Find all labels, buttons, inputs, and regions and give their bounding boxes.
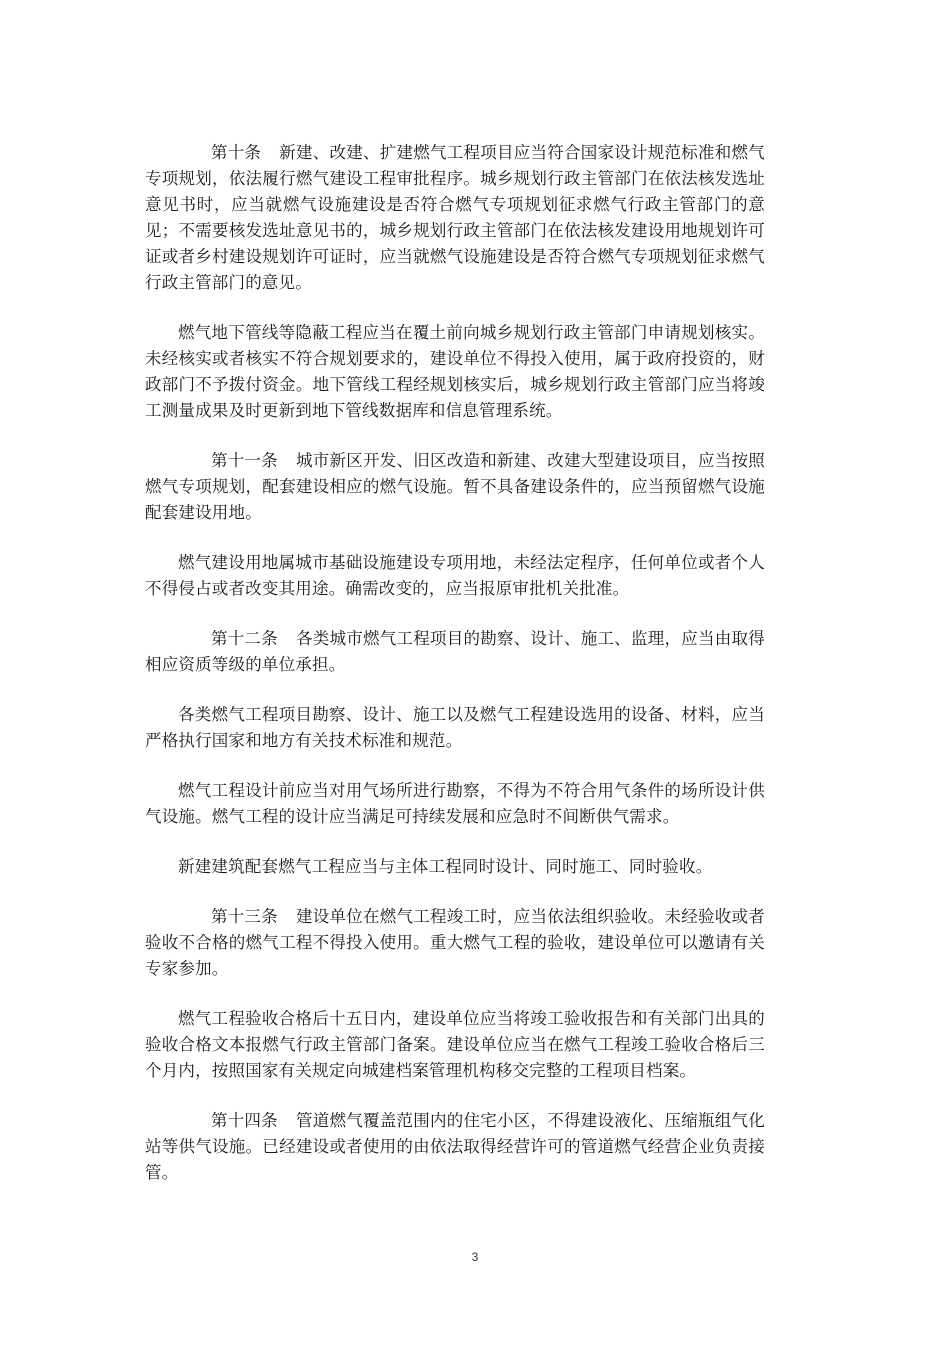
paragraph-article-14 bbox=[145, 1108, 765, 1186]
paragraph-text: 管道燃气覆盖范围内的住宅小区，不得建设液化、压缩瓶组气化站等供气设施。已经建设或者使用的由依法取得经营许可的管道燃气经营企业负责接管。 bbox=[145, 1111, 765, 1182]
paragraph-text: 燃气地下管线等隐蔽工程应当在覆土前向城乡规划行政主管部门申请规划核实。未经核实或者核实不符合规划要求的，建设单位不得投入使用，属于政府投资的，财政部门不予拨付资金。地下管线工程经规划核实后，城乡规划行政主管部门应当将竣工测量成果及时更新到地下管线数据库和信息管理系统。 bbox=[145, 323, 765, 420]
paragraph-article-10-part-2 bbox=[145, 320, 765, 424]
paragraph-article-11-part-2 bbox=[145, 550, 765, 602]
paragraph-text: 新建、改建、扩建燃气工程项目应当符合国家设计规范标准和燃气专项规划，依法履行燃气建设工程审批程序。城乡规划行政主管部门在依法核发选址意见书时，应当就燃气设施建设是否符合燃气专项规划征求燃气行政主管部门的意见；不需要核发选址意见书的，城乡规划行政主管部门在依法核发建设用地规划许可证或者乡村建设规划许可证时，应当就燃气设施建设是否符合燃气专项规划征求燃气行政主管部门的意见。 bbox=[145, 143, 765, 292]
paragraph-text: 各类燃气工程项目勘察、设计、施工以及燃气工程建设选用的设备、材料，应当严格执行国家和地方有关技术标准和规范。 bbox=[145, 705, 765, 750]
article-number: 第十三条 bbox=[211, 907, 278, 926]
paragraph-article-10 bbox=[145, 140, 765, 296]
paragraph-text: 燃气建设用地属城市基础设施建设专项用地，未经法定程序，任何单位或者个人不得侵占或者改变其用途。确需改变的，应当报原审批机关批准。 bbox=[145, 553, 765, 598]
article-number: 第十条 bbox=[211, 143, 262, 162]
paragraph-article-13 bbox=[145, 904, 765, 982]
paragraph-article-12-part-2 bbox=[145, 702, 765, 754]
paragraph-text: 各类城市燃气工程项目的勘察、设计、施工、监理，应当由取得相应资质等级的单位承担。 bbox=[145, 629, 765, 674]
article-number: 第十一条 bbox=[211, 451, 278, 470]
paragraph-article-12 bbox=[145, 626, 765, 678]
paragraph-article-11 bbox=[145, 448, 765, 526]
paragraph-article-13-part-2 bbox=[145, 1006, 765, 1084]
paragraph-text: 新建建筑配套燃气工程应当与主体工程同时设计、同时施工、同时验收。 bbox=[178, 857, 713, 876]
paragraph-text: 建设单位在燃气工程竣工时，应当依法组织验收。未经验收或者验收不合格的燃气工程不得投入使用。重大燃气工程的验收，建设单位可以邀请有关专家参加。 bbox=[145, 907, 765, 978]
paragraph-article-12-part-4 bbox=[145, 854, 765, 880]
paragraph-text: 城市新区开发、旧区改造和新建、改建大型建设项目，应当按照燃气专项规划，配套建设相应的燃气设施。暂不具备建设条件的，应当预留燃气设施配套建设用地。 bbox=[145, 451, 765, 522]
paragraph-text: 燃气工程验收合格后十五日内，建设单位应当将竣工验收报告和有关部门出具的验收合格文本报燃气行政主管部门备案。建设单位应当在燃气工程竣工验收合格后三个月内，按照国家有关规定向城建档案管理机构移交完整的工程项目档案。 bbox=[145, 1009, 765, 1080]
paragraph-article-12-part-3 bbox=[145, 778, 765, 830]
paragraph-text: 燃气工程设计前应当对用气场所进行勘察，不得为不符合用气条件的场所设计供气设施。燃气工程的设计应当满足可持续发展和应急时不间断供气需求。 bbox=[145, 781, 765, 826]
article-number: 第十二条 bbox=[211, 629, 278, 648]
page-number: 3 bbox=[471, 1250, 479, 1264]
article-number: 第十四条 bbox=[211, 1111, 278, 1130]
document-body bbox=[145, 140, 765, 1210]
